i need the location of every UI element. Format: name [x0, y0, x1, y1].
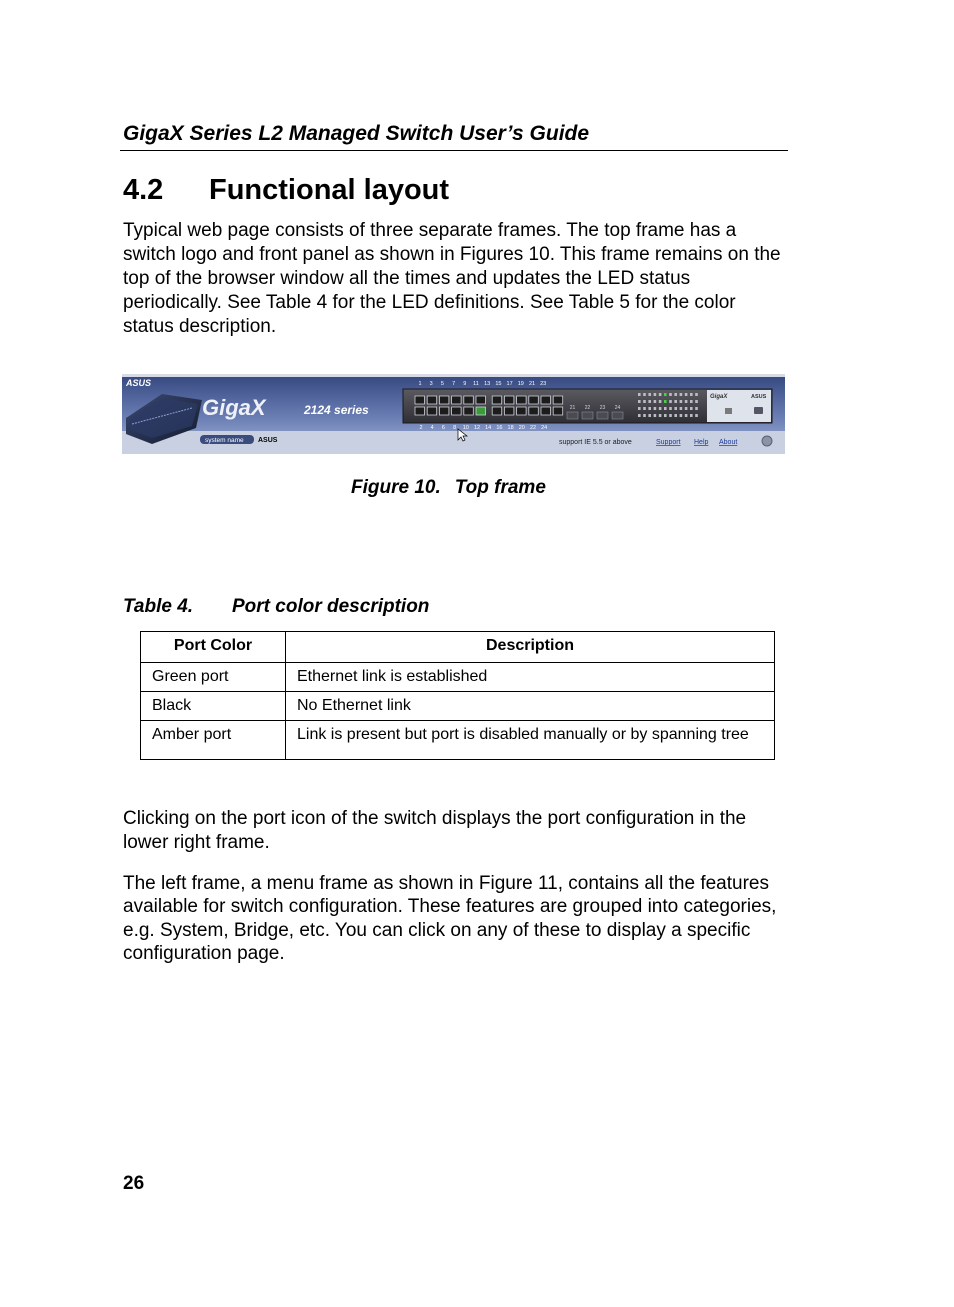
- intro-paragraph: [123, 219, 788, 339]
- uplink-port-icon[interactable]: [612, 412, 623, 419]
- led-indicator: [664, 393, 667, 396]
- body-line: Clicking on the port icon of the switch displays the port configuration in the: [123, 808, 747, 829]
- led-indicator: [669, 400, 672, 403]
- mini-gigax-label: GigaX: [710, 394, 728, 400]
- table-row: [141, 721, 775, 760]
- port-number-label: 19: [517, 381, 524, 387]
- led-indicator: [690, 400, 693, 403]
- system-name-value: ASUS: [258, 437, 278, 444]
- led-indicator: [654, 400, 657, 403]
- section-heading: [123, 174, 449, 207]
- led-indicator: [695, 393, 698, 396]
- led-indicator: [664, 400, 667, 403]
- led-indicator: [690, 393, 693, 396]
- about-link[interactable]: About: [719, 439, 738, 446]
- port-icon[interactable]: [476, 396, 486, 404]
- figure-caption: [351, 477, 546, 499]
- led-indicator: [685, 414, 688, 417]
- port-number-label: 8: [453, 425, 457, 431]
- led-indicator: [669, 414, 672, 417]
- table-header-row: [141, 632, 775, 663]
- led-indicator: [643, 400, 646, 403]
- led-indicator: [638, 400, 641, 403]
- led-indicator: [648, 393, 651, 396]
- port-icon[interactable]: [464, 396, 474, 404]
- port-icon[interactable]: [439, 396, 449, 404]
- power-port-icon: [754, 407, 763, 414]
- port-number-label: 23: [540, 381, 547, 387]
- led-indicator: [685, 407, 688, 410]
- port-icon[interactable]: [415, 407, 425, 415]
- port-icon[interactable]: [541, 407, 551, 415]
- table-row: [141, 692, 775, 721]
- port-number-label: 16: [496, 425, 503, 431]
- table-caption-title: Port color description: [232, 596, 430, 617]
- figure-caption-number: Figure 10.: [351, 477, 441, 498]
- port-number-label: 21: [528, 381, 536, 387]
- figure-caption-title: Top frame: [454, 477, 546, 498]
- header-rule: [120, 150, 788, 151]
- led-indicator: [638, 407, 641, 410]
- port-icon[interactable]: [415, 396, 425, 404]
- cell-description: Link is present but port is disabled manually or by spanning tree: [286, 721, 775, 760]
- led-indicator: [674, 393, 677, 396]
- led-indicator: [669, 407, 672, 410]
- port-color-table: [140, 631, 775, 760]
- port-icon[interactable]: [427, 407, 437, 415]
- led-indicator: [664, 407, 667, 410]
- port-icon[interactable]: [476, 407, 486, 415]
- table-caption-number: Table 4.: [123, 596, 194, 617]
- port-number-label: 6: [441, 425, 445, 431]
- gigax-logo: GigaX: [202, 395, 266, 420]
- section-title: Functional layout: [209, 174, 450, 206]
- body-paragraph-2: [123, 872, 788, 965]
- led-indicator: [664, 414, 667, 417]
- cell-port-color: Black: [141, 692, 286, 721]
- banner-top-edge: [122, 374, 785, 377]
- led-indicator: [654, 407, 657, 410]
- uplink-number-label: 23: [599, 405, 606, 411]
- led-indicator: [674, 414, 677, 417]
- led-indicator: [643, 407, 646, 410]
- port-number-label: 20: [518, 425, 525, 431]
- uplink-number-label: 21: [569, 405, 576, 411]
- refresh-icon[interactable]: [762, 436, 772, 446]
- table-caption: [123, 596, 429, 618]
- port-number-label: 12: [473, 425, 481, 431]
- body-line: configuration page.: [123, 942, 285, 964]
- port-icon[interactable]: [541, 396, 551, 404]
- port-number-label: 4: [430, 425, 434, 431]
- led-indicator: [680, 407, 683, 410]
- header-port-color: Port Color: [141, 632, 286, 663]
- port-number-label: 13: [484, 381, 491, 387]
- led-indicator: [669, 393, 672, 396]
- cell-description: No Ethernet link: [286, 692, 775, 721]
- help-link[interactable]: Help: [694, 439, 709, 446]
- support-link[interactable]: Support: [656, 439, 681, 446]
- led-indicator: [638, 393, 641, 396]
- port-number-label: 22: [529, 425, 537, 431]
- led-indicator: [648, 414, 651, 417]
- port-number-label: 15: [495, 381, 502, 387]
- port-icon[interactable]: [492, 396, 502, 404]
- port-icon[interactable]: [427, 396, 437, 404]
- intro-line: status description.: [123, 316, 277, 337]
- port-icon[interactable]: [504, 407, 514, 415]
- uplink-number-label: 22: [584, 405, 591, 411]
- port-icon[interactable]: [529, 396, 539, 404]
- asus-logo: ASUS: [126, 378, 152, 388]
- cell-port-color: Amber port: [141, 721, 286, 760]
- port-number-label: 24: [541, 425, 548, 431]
- port-icon[interactable]: [452, 396, 462, 404]
- led-indicator: [643, 393, 646, 396]
- led-indicator: [680, 400, 683, 403]
- uplink-port-icon[interactable]: [567, 412, 578, 419]
- body-line: lower right frame.: [123, 832, 270, 853]
- led-indicator: [695, 400, 698, 403]
- uplink-number-label: 24: [614, 405, 621, 411]
- port-number-label: 2: [419, 425, 423, 431]
- body-paragraph-1: [123, 807, 788, 855]
- led-indicator: [659, 414, 662, 417]
- port-number-label: 5: [440, 381, 444, 387]
- cell-port-color: Green port: [141, 663, 286, 692]
- uplink-port-icon[interactable]: [597, 412, 608, 419]
- led-indicator: [643, 414, 646, 417]
- system-name-label: system name: [205, 437, 244, 444]
- led-indicator: [695, 407, 698, 410]
- section-number: 4.2: [123, 174, 164, 206]
- led-indicator: [674, 407, 677, 410]
- uplink-port-icon[interactable]: [582, 412, 593, 419]
- intro-line: switch logo and front panel as shown in Figures 10. This frame remains on the: [123, 244, 781, 265]
- port-number-label: 9: [463, 381, 467, 387]
- led-indicator: [659, 393, 662, 396]
- port-number-label: 7: [452, 381, 456, 387]
- port-icon[interactable]: [529, 407, 539, 415]
- led-indicator: [654, 414, 657, 417]
- led-indicator: [680, 393, 683, 396]
- port-icon[interactable]: [464, 407, 474, 415]
- led-indicator: [674, 400, 677, 403]
- cell-description: Ethernet link is established: [286, 663, 775, 692]
- port-icon[interactable]: [553, 396, 563, 404]
- port-icon[interactable]: [439, 407, 449, 415]
- top-frame-image: [122, 374, 785, 454]
- port-icon[interactable]: [492, 407, 502, 415]
- led-indicator: [659, 400, 662, 403]
- led-indicator: [648, 400, 651, 403]
- console-port-icon: [725, 408, 732, 414]
- header-description: Description: [286, 632, 775, 663]
- led-indicator: [690, 407, 693, 410]
- port-icon[interactable]: [504, 396, 514, 404]
- port-icon[interactable]: [452, 407, 462, 415]
- port-icon[interactable]: [517, 396, 527, 404]
- intro-line: periodically. See Table 4 for the LED definitions. See Table 5 for the color: [123, 292, 736, 313]
- port-icon[interactable]: [553, 407, 563, 415]
- table-row: [141, 663, 775, 692]
- port-number-label: 11: [473, 381, 479, 387]
- led-indicator: [685, 400, 688, 403]
- led-indicator: [680, 414, 683, 417]
- port-number-label: 17: [506, 381, 513, 387]
- led-indicator: [659, 407, 662, 410]
- led-indicator: [638, 414, 641, 417]
- body-line: available for switch configuration. These features are grouped into categories,: [123, 896, 777, 918]
- intro-line: top of the browser window all the times and updates the LED status: [123, 268, 691, 289]
- port-icon[interactable]: [517, 407, 527, 415]
- led-indicator: [690, 414, 693, 417]
- figure-top-frame: [122, 374, 785, 454]
- series-label: 2124 series: [304, 403, 369, 417]
- port-number-label: 18: [507, 425, 514, 431]
- body-line: The left frame, a menu frame as shown in Figure 11, contains all the features: [123, 873, 769, 894]
- intro-line: Typical web page consists of three separate frames. The top frame has a: [123, 220, 737, 241]
- led-indicator: [654, 393, 657, 396]
- led-indicator: [685, 393, 688, 396]
- port-number-label: 1: [418, 381, 422, 387]
- port-number-label: 14: [485, 425, 492, 431]
- page-number: 26: [123, 1173, 145, 1194]
- port-number-label: 10: [462, 425, 469, 431]
- running-header-title: GigaX Series L2 Managed Switch User’s Guide: [123, 122, 590, 145]
- port-number-label: 3: [429, 381, 433, 387]
- body-line: e.g. System, Bridge, etc. You can click on any of these to display a specific: [123, 919, 751, 941]
- led-indicator: [695, 414, 698, 417]
- support-browser-text: support IE 5.5 or above: [559, 439, 632, 446]
- mini-asus-label: ASUS: [751, 394, 767, 400]
- led-indicator: [648, 407, 651, 410]
